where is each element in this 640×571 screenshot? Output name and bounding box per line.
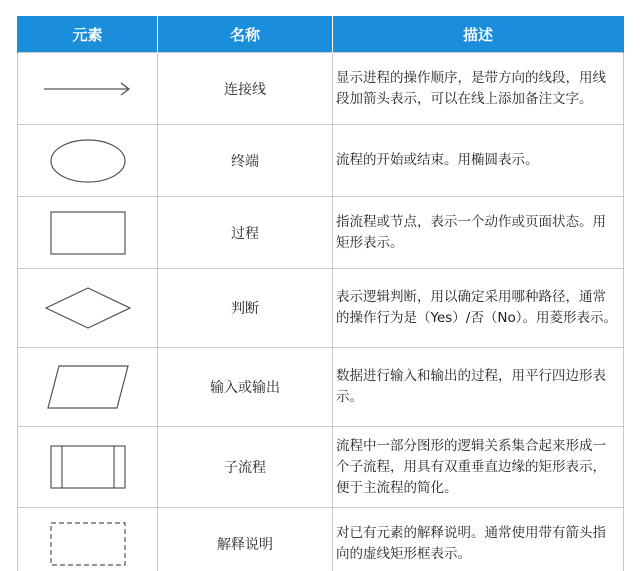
- shape-cell: [18, 427, 158, 508]
- name-cell: 解释说明: [158, 508, 333, 571]
- description-cell: 数据进行输入和输出的过程，用平行四边形表示。: [333, 348, 624, 427]
- table-row-input-output: [18, 348, 624, 427]
- description-cell: 流程中一部分图形的逻辑关系集合起来形成一个子流程，用具有双重垂直边缘的矩形表示，便于主流程的简化。: [333, 427, 624, 508]
- input-output-parallelogram-icon: [45, 363, 131, 411]
- description-cell: 流程的开始或结束。用椭圆表示。: [333, 125, 624, 197]
- name-cell: 连接线: [158, 53, 333, 125]
- table-header: [18, 16, 624, 53]
- table-row-connector: [18, 53, 624, 125]
- header-name: 名称: [158, 16, 333, 53]
- description-cell: 指流程或节点，表示一个动作或页面状态。用矩形表示。: [333, 197, 624, 269]
- shape-cell: [18, 125, 158, 197]
- connector-arrow-icon: [40, 79, 136, 99]
- description-cell: 显示进程的操作顺序，是带方向的线段，用线段加箭头表示，可以在线上添加备注文字。: [333, 53, 624, 125]
- table-row-subprocess: [18, 427, 624, 508]
- name-cell: 子流程: [158, 427, 333, 508]
- shape-cell: [18, 197, 158, 269]
- description-cell: 对已有元素的解释说明。通常使用带有箭头指向的虚线矩形框表示。: [333, 508, 624, 571]
- table-row-terminal: [18, 125, 624, 197]
- name-cell: 过程: [158, 197, 333, 269]
- process-rectangle-icon: [48, 209, 128, 257]
- table-row-process: [18, 197, 624, 269]
- decision-diamond-icon: [43, 285, 133, 331]
- header-element: 元素: [18, 16, 158, 53]
- header-row: [18, 16, 624, 53]
- shape-cell: [18, 53, 158, 125]
- description-cell: 表示逻辑判断，用以确定采用哪种路径，通常的操作行为是（Yes）/否（No）。用菱形表示。: [333, 269, 624, 348]
- shape-cell: [18, 508, 158, 571]
- subprocess-rectangle-icon: [48, 443, 128, 491]
- header-description: 描述: [333, 16, 624, 53]
- annotation-dashed-rectangle-icon: [48, 520, 128, 568]
- table-row-annotation: [18, 508, 624, 571]
- name-cell: 终端: [158, 125, 333, 197]
- terminal-ellipse-icon: [48, 137, 128, 185]
- flowchart-symbols-table: [17, 16, 624, 571]
- name-cell: 输入或输出: [158, 348, 333, 427]
- name-cell: 判断: [158, 269, 333, 348]
- table-body: [18, 53, 624, 571]
- shape-cell: [18, 348, 158, 427]
- shape-cell: [18, 269, 158, 348]
- table-row-decision: [18, 269, 624, 348]
